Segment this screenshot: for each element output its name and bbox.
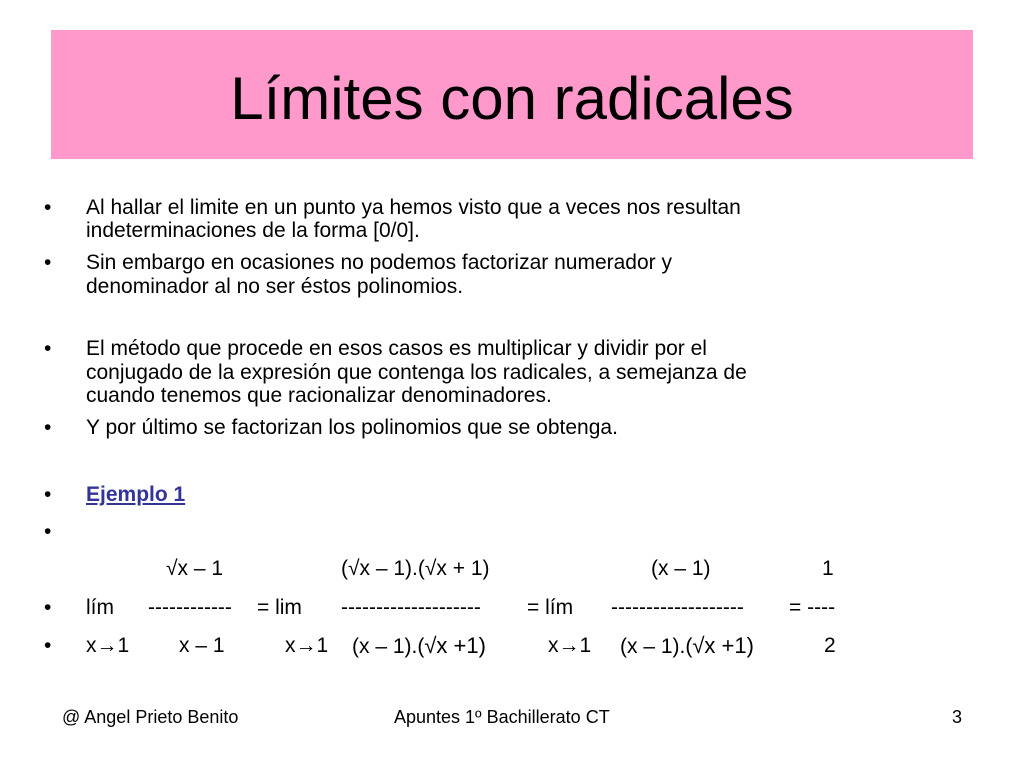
bullet-4: • — [44, 416, 52, 439]
footer-course: Apuntes 1º Bachillerato CT — [394, 707, 610, 727]
subscript-2-var: x — [285, 634, 296, 657]
paragraph-2-line-1: Sin embargo en ocasiones no podemos factorizar numerador y — [86, 251, 672, 274]
paragraph-4-line-1: Y por último se factorizan los polinomios que se obtenga. — [86, 416, 618, 439]
denominator-2 — [352, 634, 486, 659]
denominator-2-a: (x – 1).( — [352, 635, 425, 658]
bullet-3: • — [44, 337, 52, 360]
bullet-1: • — [44, 196, 52, 219]
numerator-4: 1 — [822, 557, 834, 580]
paragraph-1-line-2: indeterminaciones de la forma [0/0]. — [86, 219, 420, 242]
paragraph-3-line-2: conjugado de la expresión que contenga los radicales, a semejanza de — [86, 361, 747, 384]
subscript-2-val: 1 — [316, 634, 329, 657]
bullet-8: • — [44, 634, 52, 657]
subscript-3-var: x — [548, 634, 559, 657]
bullet-7: • — [44, 596, 52, 619]
denominator-1: x – 1 — [179, 634, 225, 657]
paragraph-2-line-2: denominador al no ser éstos polinomios. — [86, 275, 464, 298]
subscript-2 — [285, 634, 328, 658]
arrow-right-icon: → — [558, 634, 580, 657]
fraction-bar-1: ------------ — [148, 596, 232, 619]
numerator-3: (x – 1) — [651, 557, 711, 580]
lim-label-3: = lím — [527, 596, 574, 619]
footer-page-number: 3 — [952, 707, 963, 727]
subscript-1 — [86, 634, 129, 658]
subscript-3-val: 1 — [579, 634, 592, 657]
numerator-2: (√x – 1).(√x + 1) — [341, 557, 490, 580]
arrow-right-icon: → — [96, 634, 118, 657]
subscript-3 — [548, 634, 591, 658]
lim-label-1: lím — [86, 596, 114, 619]
slide-title: Límites con radicales — [230, 64, 794, 132]
example-1-link[interactable]: Ejemplo 1 — [86, 483, 186, 506]
fraction-bar-3: ------------------- — [611, 596, 744, 619]
subscript-1-val: 1 — [117, 634, 130, 657]
denominator-3-b: √x +1) — [692, 633, 754, 658]
footer-author: @ Angel Prieto Benito — [62, 707, 239, 727]
fraction-bar-2: -------------------- — [341, 596, 481, 619]
title-banner — [51, 30, 973, 159]
denominator-3-a: (x – 1).( — [620, 635, 693, 658]
bullet-2: • — [44, 251, 52, 274]
subscript-1-var: x — [86, 634, 97, 657]
paragraph-3-line-1: El método que procede en esos casos es multiplicar y dividir por el — [86, 337, 707, 360]
fraction-bar-4: = ---- — [789, 596, 836, 619]
arrow-right-icon: → — [295, 634, 317, 657]
paragraph-1-line-1: Al hallar el limite en un punto ya hemos visto que a veces nos resultan — [86, 196, 741, 219]
bullet-5: • — [44, 483, 52, 506]
numerator-1: √x – 1 — [166, 557, 224, 580]
denominator-4: 2 — [824, 634, 836, 657]
denominator-2-b: √x +1) — [424, 633, 486, 658]
lim-label-2: = lim — [257, 596, 302, 619]
paragraph-3-line-3: cuando tenemos que racionalizar denominadores. — [86, 384, 552, 407]
denominator-3 — [620, 634, 754, 659]
bullet-6: • — [44, 520, 52, 543]
